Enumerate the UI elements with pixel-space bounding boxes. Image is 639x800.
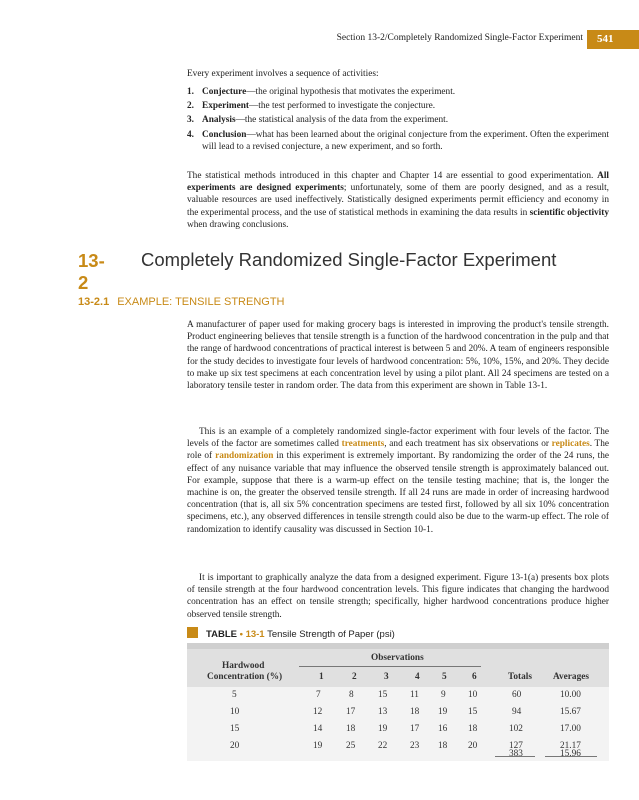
cell-obs: 14 (313, 724, 323, 734)
cell-avg: 21.17 (560, 741, 581, 751)
cell-obs: 10 (468, 690, 478, 700)
table-body (187, 687, 609, 761)
cell-total: 60 (512, 690, 522, 700)
cell-obs: 23 (410, 741, 420, 751)
header-averages: Averages (553, 672, 589, 682)
body-paragraph-2: This is an example of a completely randomized single-factor experiment with four levels of the factor. The levels of the factor are sometimes called treatments, and each treatment has six observations or replicates. The role of randomization in this experiment is extremely important. By randomizing the order of the 24 runs, the effect of any nuisance variable that may influence the observed tensile strength is approximately balanced out. For example, suppose that there is a warm-up effect on the tensile testing machine; that is, the longer the machine is on, the greater the observed tensile strength. If all 24 runs are made in order of increasing hardwood concentration (that is, all six 5% concentration specimens are tested first, followed by all six 10% concentration specimens, etc.), any observed differences in tensile strength could also be due to the warm-up effect. The role of randomization to identify causality was discussed in Section 10-1. (187, 427, 610, 535)
cell-total: 94 (512, 707, 522, 717)
header-obs-col: 3 (384, 672, 389, 682)
cell-obs: 12 (313, 707, 323, 717)
cell-obs: 19 (378, 724, 388, 734)
cell-conc: 15 (230, 724, 240, 734)
list-item: 3. Analysis—the statistical analysis of the data from the experiment. (187, 115, 449, 126)
intro-lead: Every experiment involves a sequence of activities: (187, 69, 379, 79)
cell-obs: 25 (346, 741, 356, 751)
list-item: 1. Conjecture—the original hypothesis that motivates the experiment. (187, 87, 456, 97)
header-conc-1: Hardwood (222, 661, 265, 671)
running-head: Section 13-2/Completely Randomized Single-Factor Experiment (336, 33, 583, 43)
cell-obs: 19 (438, 707, 448, 717)
list-item: 4. Conclusion—what has been learned about the original conjecture from the experiment. Often the experiment will lead to a revised conjecture, a new experiment, and so forth. (187, 129, 609, 152)
cell-obs: 20 (468, 741, 478, 751)
cell-obs: 17 (410, 724, 420, 734)
header-obs-col: 2 (352, 672, 357, 682)
cell-obs: 8 (349, 690, 354, 700)
term-randomization: randomization (215, 451, 274, 462)
grand-total: 383 (509, 749, 523, 759)
cell-obs: 18 (438, 741, 448, 751)
cell-conc: 10 (230, 707, 240, 717)
body-paragraph-3: It is important to graphically analyze the data from a designed experiment. Figure 13-1(a) presents box plots of tensile strength at the four hardwood concentration levels. This figure indicates that changing the hardwood concentration has an effect on tensile strength; specifically, higher hardwood concentrations produce higher observed tensile strength. (187, 573, 609, 620)
cell-total: 102 (509, 724, 523, 734)
header-totals: Totals (508, 672, 532, 682)
header-obs-col: 1 (319, 672, 324, 682)
header-obs-col: 4 (415, 672, 420, 682)
cell-obs: 13 (378, 707, 388, 717)
cell-obs: 16 (438, 724, 448, 734)
table-caption: TABLE • 13-1 Tensile Strength of Paper (psi) (187, 627, 395, 640)
cell-obs: 17 (346, 707, 356, 717)
cell-conc: 20 (230, 741, 240, 751)
cell-total: 127 (509, 741, 523, 751)
data-table (187, 643, 609, 761)
page-number: 541 (587, 30, 639, 49)
cell-avg: 15.67 (560, 707, 581, 717)
section-title: Completely Randomized Single-Factor Experiment (141, 249, 557, 270)
observations-rule (299, 666, 481, 667)
cell-conc: 5 (232, 690, 237, 700)
section-number: 13-2 (78, 250, 105, 293)
list-item: 2. Experiment—the test performed to investigate the conjecture. (187, 101, 436, 112)
cell-obs: 9 (441, 690, 446, 700)
cell-obs: 7 (316, 690, 321, 700)
intro-paragraph: The statistical methods introduced in this chapter and Chapter 14 are essential to good experimentation. All experiments are designed experiments; unfortunately, some of them are poorly designed, and as a result, valuable resources are used ineffectively. Statistically designed experiments permit efficiency and economy in the experimental process, and the use of statistical methods in examining the data results in scientific objectivity when drawing conclusions. (187, 171, 610, 230)
cell-avg: 17.00 (560, 724, 581, 734)
term-replicates: replicates (551, 439, 590, 450)
page-header (0, 33, 639, 47)
cell-obs: 22 (378, 741, 388, 751)
cell-obs: 19 (313, 741, 323, 751)
subsection-title: EXAMPLE: TENSILE STRENGTH (117, 296, 285, 308)
term-treatments: treatments (341, 439, 385, 450)
cell-obs: 18 (468, 724, 478, 734)
cell-avg: 10.00 (560, 690, 581, 700)
cell-obs: 15 (468, 707, 478, 717)
header-observations: Observations (371, 653, 424, 663)
body-paragraph-1: A manufacturer of paper used for making grocery bags is interested in improving the product's tensile strength. Product engineering believes that tensile strength is a function of the hardwood concentration in the pulp and that the range of hardwood concentrations of practical interest is between 5 and 20%. A team of engineers responsible for the study decides to investigate four levels of hardwood concentration: 5%, 10%, 15%, and 20%. They decide to make up six test specimens at each concentration level by using a pilot plant. All 24 specimens are tested on a laboratory tensile tester in random order. The data from this experiment are shown in Table 13-1. (187, 320, 609, 392)
activity-list (187, 86, 609, 155)
cell-obs: 15 (378, 690, 388, 700)
header-conc-2: Concentration (%) (207, 672, 283, 682)
grand-average: 15.96 (560, 749, 581, 759)
cell-obs: 11 (410, 690, 419, 700)
header-obs-col: 6 (472, 672, 477, 682)
header-obs-col: 5 (442, 672, 447, 682)
subsection-number: 13-2.1 (78, 296, 110, 308)
table-marker (187, 627, 198, 638)
cell-obs: 18 (410, 707, 420, 717)
cell-obs: 18 (346, 724, 356, 734)
subsection-heading (78, 296, 285, 308)
table-header (187, 649, 609, 687)
